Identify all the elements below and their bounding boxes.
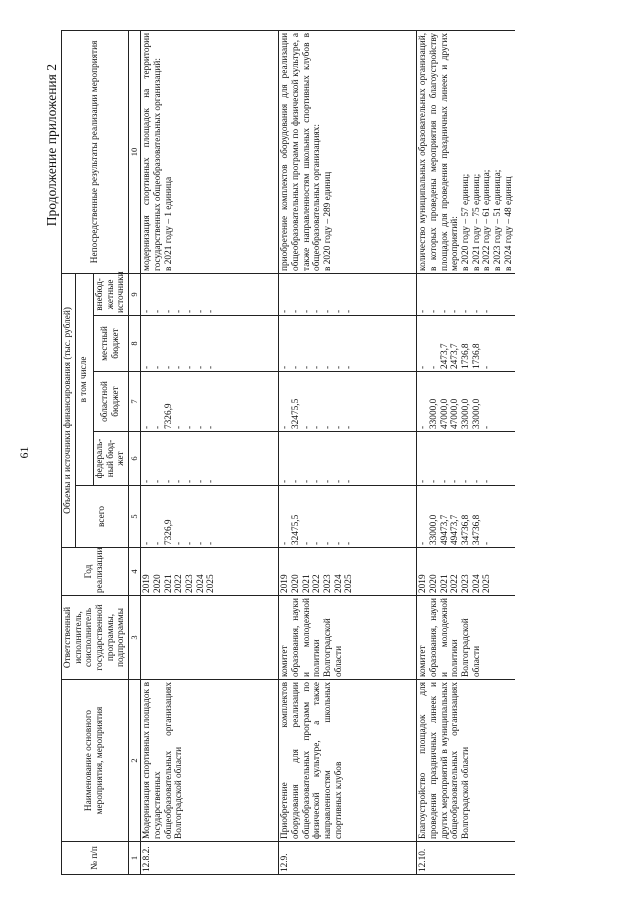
row-years: 2019 2020 2021 2022 2023 2024 2025 (417, 548, 516, 596)
col-number: 1 (129, 842, 141, 875)
header-including: в том числе (75, 273, 93, 485)
row-offbudget: - - - - - - - (141, 273, 279, 315)
row-number: 12.8.2. (141, 842, 279, 875)
col-number: 5 (129, 486, 141, 548)
col-number: 9 (129, 273, 141, 315)
col-number: 8 (129, 316, 141, 372)
row-federal: - - - - - - - (141, 432, 279, 486)
col-number: 2 (129, 680, 141, 842)
row-regional: - - 7326,9 - - - - (141, 372, 279, 432)
row-name: Благоустройство площадок для проведения праздничных линеек и других мероприятий в муниципальных общеобразовательных организациях Волгоградской области (417, 680, 516, 842)
header-year: Год реализации (62, 548, 129, 596)
row-years: 2019 2020 2021 2022 2023 2024 2025 (141, 548, 279, 596)
header-regional: областной бюджет (94, 372, 129, 432)
table-row (417, 30, 516, 874)
row-results: модернизация спортивных площадок на территории государственных общеобразовательных организаций: в 2021 году – 1 единица (141, 30, 279, 273)
header-local: местный бюджет (94, 316, 129, 372)
header-name: Наименование основного мероприятия, мероприятия (62, 680, 129, 842)
page-number: 61 (17, 446, 31, 459)
row-local: - - - - - - - (279, 316, 417, 372)
row-total: - 32475,5 - - - - - (279, 486, 417, 548)
row-local: - - - - - - - (141, 316, 279, 372)
table-row (141, 30, 279, 874)
col-number: 4 (129, 548, 141, 596)
program-table (61, 30, 515, 875)
row-number: 12.9. (279, 842, 417, 875)
header-total: всего (75, 486, 128, 548)
row-executor: комитет образования, науки и молодежной политики Волгоградской области (279, 596, 417, 680)
table-row (279, 30, 417, 874)
row-name: Приобретение комплектов оборудования для реализации общеобразовательных программ по физической культуре, а также направленностям школьных спортивных клубов (279, 680, 417, 842)
row-results: количество муниципальных образовательных организаций, в которых проведены мероприятия по благоустройству площадок для проведения праздничных линеек и других мероприятий: в 2020 году – 57 единиц; в 2021 году – 75 единиц; в 2022 году – 61 единица; в 2023 году – 51 единица; в 2024 году – 48 единиц (417, 30, 516, 273)
col-number: 3 (129, 596, 141, 680)
row-regional: - 33000,0 47000,0 47000,0 33000,0 33000,0 - (417, 372, 516, 432)
header-federal: федераль-ный бюд-жет (94, 432, 129, 486)
col-number: 6 (129, 432, 141, 486)
col-number: 7 (129, 372, 141, 432)
row-executor (141, 596, 279, 680)
row-total: - - 7326,9 - - - - (141, 486, 279, 548)
header-offbudget: внебюд-жетные источники (94, 273, 129, 315)
row-number: 12.10. (417, 842, 516, 875)
row-offbudget: - - - - - - - (417, 273, 516, 315)
row-federal: - - - - - - - (279, 432, 417, 486)
row-years: 2019 2020 2021 2022 2023 2024 2025 (279, 548, 417, 596)
col-number: 10 (129, 30, 141, 273)
row-total: - 33000,0 49473,7 49473,7 34736,8 34736,8 - (417, 486, 516, 548)
row-name: Модернизация спортивных площадок в государственных общеобразовательных организациях Волгоградской области (141, 680, 279, 842)
row-offbudget: - - - - - - - (279, 273, 417, 315)
row-executor: комитет образования, науки и молодежной политики Волгоградской области (417, 596, 516, 680)
header-num: № п/п (62, 842, 129, 875)
row-federal: - - - - - - - (417, 432, 516, 486)
row-regional: - 32475,5 - - - - - (279, 372, 417, 432)
continuation-title: Продолжение приложения 2 (44, 64, 59, 227)
row-results: приобретение комплектов оборудования для реализации общеобразовательных программ по физической культуре, а также направленностям школьных спортивных клубов в общеобразовательных организациях: в 2020 году – 289 единиц (279, 30, 417, 273)
header-results: Непосредственные результаты реализации мероприятия (62, 30, 129, 273)
row-local: - - 2473,7 2473,7 1736,8 1736,8 - (417, 316, 516, 372)
header-funding: Объемы и источники финансирования (тыс. рублей) (62, 273, 76, 547)
header-executor: Ответственный исполнитель, соисполнитель государственной программы, подпрограммы (62, 596, 129, 680)
